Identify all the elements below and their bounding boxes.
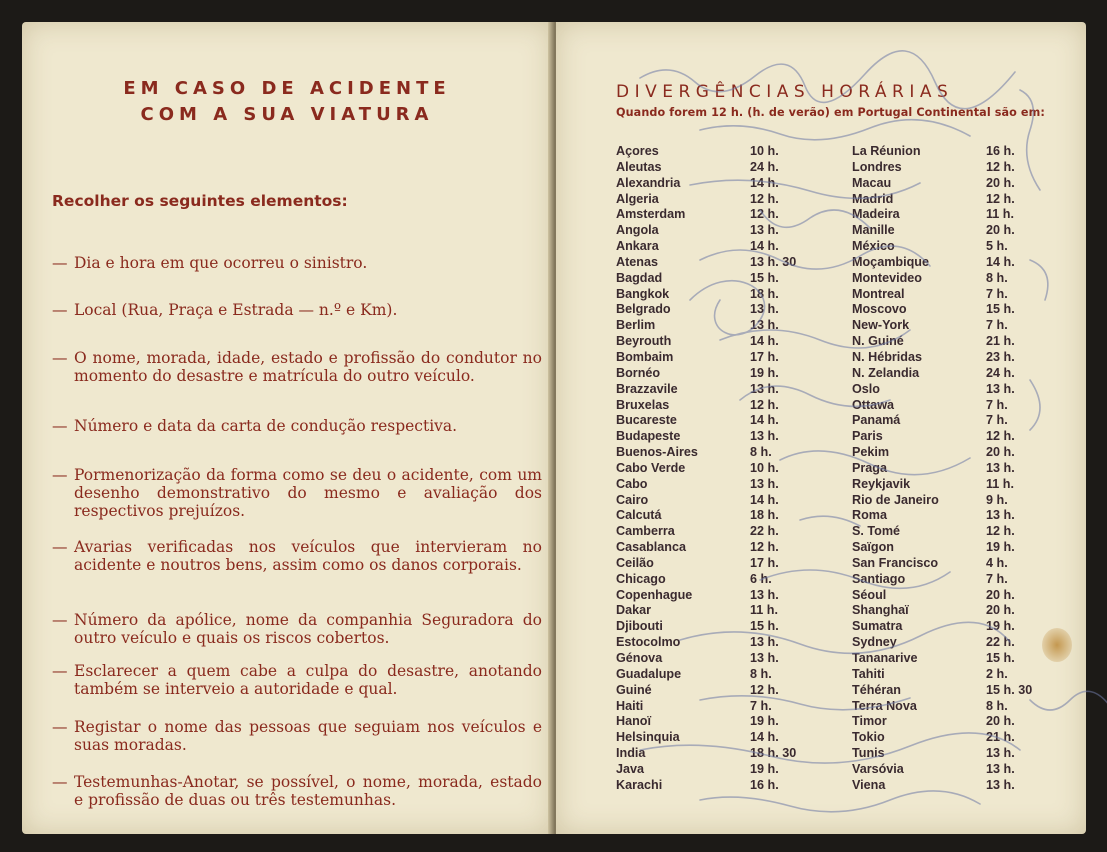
- city-time: 15 h.: [750, 619, 779, 634]
- city-time: 13 h.: [750, 223, 779, 238]
- city-name: Paris: [852, 429, 883, 444]
- city-name: New-York: [852, 318, 910, 333]
- city-name: Amsterdam: [616, 207, 686, 222]
- city-time: 14 h.: [750, 730, 779, 745]
- city-time: 13 h.: [986, 508, 1015, 523]
- instruction-item: — Dia e hora em que ocorreu o sinistro.: [52, 254, 368, 272]
- city-name: Moscovo: [852, 302, 907, 317]
- city-name: Estocolmo: [616, 635, 681, 650]
- city-time: 7 h.: [986, 413, 1008, 428]
- city-name: Aleutas: [616, 159, 662, 174]
- city-time: 11 h.: [986, 476, 1015, 491]
- city-name: Ottawa: [852, 397, 894, 412]
- city-time: 13 h.: [750, 635, 779, 650]
- city-name: Cabo Verde: [616, 460, 686, 475]
- city-name: Atenas: [616, 254, 658, 269]
- city-time: 22 h.: [986, 635, 1015, 650]
- city-time: 7 h.: [986, 286, 1008, 301]
- city-time: 22 h.: [750, 524, 779, 539]
- city-name: Montreal: [852, 286, 905, 301]
- city-name: Saïgon: [852, 540, 894, 555]
- instruction-item: — Esclarecer a quem cabe a culpa do desastre, anotando também se interveio a autoridade e qual.: [52, 662, 542, 698]
- city-time: 6 h.: [750, 571, 772, 586]
- left-subtitle: Recolher os seguintes elementos:: [52, 192, 348, 210]
- city-time: 13 h.: [986, 460, 1015, 475]
- city-name: S. Tomé: [852, 524, 901, 539]
- city-name: Belgrado: [616, 302, 671, 317]
- city-name: Angola: [616, 223, 659, 238]
- city-time: 17 h.: [750, 349, 779, 364]
- left-title-line2: COM A SUA VIATURA: [140, 104, 434, 125]
- city-time: 23 h.: [986, 349, 1015, 364]
- city-time: 13 h.: [750, 381, 779, 396]
- city-name: Haiti: [616, 698, 644, 713]
- city-name: Timor: [852, 714, 887, 729]
- city-time: 12 h.: [750, 191, 779, 206]
- instruction-item: — Registar o nome das pessoas que seguiam nos veículos e suas moradas.: [52, 718, 542, 754]
- city-time: 18 h.: [750, 508, 779, 523]
- city-time: 13 h.: [986, 381, 1015, 396]
- city-time: 17 h.: [750, 555, 779, 570]
- city-name: Manille: [852, 223, 895, 238]
- instruction-item: — Avarias verificadas nos veículos que intervieram no acidente e noutros bens, assim como os danos corporais.: [52, 538, 542, 574]
- city-name: Bombaim: [616, 349, 674, 364]
- city-time: 12 h.: [750, 397, 779, 412]
- city-time: 12 h.: [750, 682, 779, 697]
- city-time: 7 h.: [986, 397, 1008, 412]
- time-differences-title: DIVERGÊNCIAS HORÁRIAS: [616, 82, 954, 102]
- city-name: Pekim: [852, 445, 890, 460]
- city-time: 18 h.: [750, 286, 779, 301]
- city-time: 20 h.: [986, 714, 1015, 729]
- instruction-item: — O nome, morada, idade, estado e profissão do condutor no momento do desastre e matrícula do outro veículo.: [52, 349, 542, 385]
- city-name: Hanoï: [616, 714, 651, 729]
- city-time: 2 h.: [986, 666, 1008, 681]
- city-time: 14 h.: [986, 254, 1015, 269]
- city-name: Java: [616, 761, 645, 776]
- city-time: 14 h.: [750, 239, 779, 254]
- city-name: Bangkok: [616, 286, 670, 301]
- city-time: 19 h.: [750, 761, 779, 776]
- city-time: 5 h.: [986, 239, 1008, 254]
- city-time: 20 h.: [986, 603, 1015, 618]
- city-name: Tokio: [852, 730, 885, 745]
- city-time: 14 h.: [750, 492, 779, 507]
- city-time: 10 h.: [750, 460, 779, 475]
- city-name: Açores: [616, 144, 659, 158]
- city-name: Viena: [852, 777, 886, 792]
- city-name: Brazzavile: [616, 381, 678, 396]
- city-name: Cairo: [616, 492, 649, 507]
- city-time: 8 h.: [986, 698, 1008, 713]
- city-time: 20 h.: [986, 223, 1015, 238]
- instruction-item: — Número e data da carta de condução respectiva.: [52, 417, 458, 435]
- city-time: 12 h.: [750, 540, 779, 555]
- city-time: 16 h.: [986, 144, 1015, 158]
- city-name: Alexandria: [616, 175, 681, 190]
- city-time: 13 h.: [986, 746, 1015, 761]
- city-time: 4 h.: [986, 555, 1008, 570]
- city-time: 15 h.: [750, 270, 779, 285]
- city-name: Copenhague: [616, 587, 693, 602]
- city-time: 13 h.: [750, 318, 779, 333]
- city-time: 8 h.: [750, 445, 772, 460]
- city-name: Budapeste: [616, 429, 681, 444]
- city-name: Macau: [852, 175, 892, 190]
- city-name: Roma: [852, 508, 887, 523]
- city-time: 9 h.: [986, 492, 1008, 507]
- city-time: 20 h.: [986, 587, 1015, 602]
- city-name: Terra Nova: [852, 698, 917, 713]
- city-name: Ankara: [616, 239, 659, 254]
- left-page: [22, 22, 552, 834]
- city-name: Montevideo: [852, 270, 922, 285]
- city-name: Beyrouth: [616, 334, 672, 349]
- city-name: Casablanca: [616, 540, 687, 555]
- city-name: Sumatra: [852, 619, 903, 634]
- city-time: 19 h.: [750, 714, 779, 729]
- city-time: 20 h.: [986, 175, 1015, 190]
- time-differences-subtitle: Quando forem 12 h. (h. de verão) em Portugal Continental são em:: [616, 106, 1045, 119]
- city-time: 14 h.: [750, 413, 779, 428]
- city-time: 24 h.: [750, 159, 779, 174]
- city-name: Rio de Janeiro: [852, 492, 939, 507]
- city-time: 15 h.: [986, 302, 1015, 317]
- city-time: 19 h.: [986, 540, 1015, 555]
- city-name: N. Zelandia: [852, 365, 920, 380]
- city-name: Praga: [852, 460, 888, 475]
- city-time: 13 h.: [986, 777, 1015, 792]
- city-time: 14 h.: [750, 334, 779, 349]
- city-time: 15 h. 30: [986, 682, 1033, 697]
- instruction-item: — Local (Rua, Praça e Estrada — n.º e Km).: [52, 301, 398, 319]
- city-time: 7 h.: [986, 318, 1008, 333]
- city-time: 10 h.: [750, 144, 779, 158]
- city-name: Séoul: [852, 587, 887, 602]
- city-time: 14 h.: [750, 175, 779, 190]
- city-name: Bornéo: [616, 365, 661, 380]
- city-time: 24 h.: [986, 365, 1015, 380]
- city-time: 12 h.: [750, 207, 779, 222]
- city-name: Tunis: [852, 746, 885, 761]
- city-name: Berlim: [616, 318, 656, 333]
- city-time: 13 h.: [750, 476, 779, 491]
- city-time: 13 h.: [750, 429, 779, 444]
- city-time: 21 h.: [986, 730, 1015, 745]
- city-name: México: [852, 239, 895, 254]
- city-time: 8 h.: [750, 666, 772, 681]
- city-name: La Réunion: [852, 144, 921, 158]
- city-name: Madeira: [852, 207, 900, 222]
- city-time: 12 h.: [986, 429, 1015, 444]
- city-time: 13 h.: [750, 587, 779, 602]
- city-name: Génova: [616, 651, 663, 665]
- city-time: 21 h.: [986, 334, 1015, 349]
- city-time: 19 h.: [986, 619, 1015, 634]
- city-name: Buenos-Aires: [616, 445, 698, 460]
- city-time: 20 h.: [986, 445, 1015, 460]
- paper-stain: [1042, 628, 1072, 662]
- city-name: India: [616, 746, 646, 761]
- city-name: Oslo: [852, 381, 880, 396]
- city-name: Algeria: [616, 191, 659, 206]
- left-title-line1: EM CASO DE ACIDENTE: [123, 78, 451, 99]
- city-time: 13 h. 30: [750, 254, 797, 269]
- city-name: Santiago: [852, 571, 906, 586]
- city-time: 7 h.: [986, 571, 1008, 586]
- city-name: Djibouti: [616, 619, 663, 634]
- city-name: Calcutá: [616, 508, 662, 523]
- city-name: Tananarive: [852, 651, 918, 665]
- city-time: 11 h.: [986, 207, 1015, 222]
- city-time: 8 h.: [986, 270, 1008, 285]
- city-time: 15 h.: [986, 651, 1015, 665]
- city-name: Panamá: [852, 413, 901, 428]
- city-time: 16 h.: [750, 777, 779, 792]
- city-name: Tahiti: [852, 666, 885, 681]
- city-time: 18 h. 30: [750, 746, 797, 761]
- city-name: Helsinquia: [616, 730, 680, 745]
- city-name: Chicago: [616, 571, 666, 586]
- instruction-item: — Testemunhas-Anotar, se possível, o nome, morada, estado e profissão de duas ou três testemunhas.: [52, 773, 542, 809]
- city-name: Téhéran: [852, 682, 901, 697]
- city-time: 12 h.: [986, 159, 1015, 174]
- city-name: Karachi: [616, 777, 663, 792]
- city-name: Moçambique: [852, 254, 929, 269]
- city-name: Londres: [852, 159, 902, 174]
- city-name: Madrid: [852, 191, 894, 206]
- right-page: [556, 22, 1086, 834]
- city-name: Reykjavik: [852, 476, 911, 491]
- city-name: Dakar: [616, 603, 652, 618]
- city-name: Sydney: [852, 635, 897, 650]
- city-name: San Francisco: [852, 555, 939, 570]
- city-name: Guadalupe: [616, 666, 682, 681]
- city-time: 13 h.: [750, 302, 779, 317]
- city-name: Guiné: [616, 682, 652, 697]
- city-name: Bagdad: [616, 270, 663, 285]
- city-time: 13 h.: [750, 651, 779, 665]
- city-name: Cabo: [616, 476, 648, 491]
- city-name: N. Hébridas: [852, 349, 922, 364]
- city-name: Bucareste: [616, 413, 677, 428]
- instruction-item: — Pormenorização da forma como se deu o acidente, com um desenho demonstrativo do mesmo e avaliação dos respectivos prejuízos.: [52, 466, 542, 520]
- city-name: Shanghaï: [852, 603, 909, 618]
- city-name: Bruxelas: [616, 397, 670, 412]
- instruction-item: — Número da apólice, nome da companhia Seguradora do outro veículo e quais os riscos cobertos.: [52, 611, 542, 647]
- city-name: Ceilão: [616, 555, 654, 570]
- city-time: 7 h.: [750, 698, 772, 713]
- city-name: N. Guiné: [852, 334, 904, 349]
- city-time: 13 h.: [986, 761, 1015, 776]
- city-name: Camberra: [616, 524, 675, 539]
- city-name: Varsóvia: [852, 761, 904, 776]
- city-time: 11 h.: [750, 603, 779, 618]
- city-time: 19 h.: [750, 365, 779, 380]
- city-time: 12 h.: [986, 191, 1015, 206]
- city-time: 12 h.: [986, 524, 1015, 539]
